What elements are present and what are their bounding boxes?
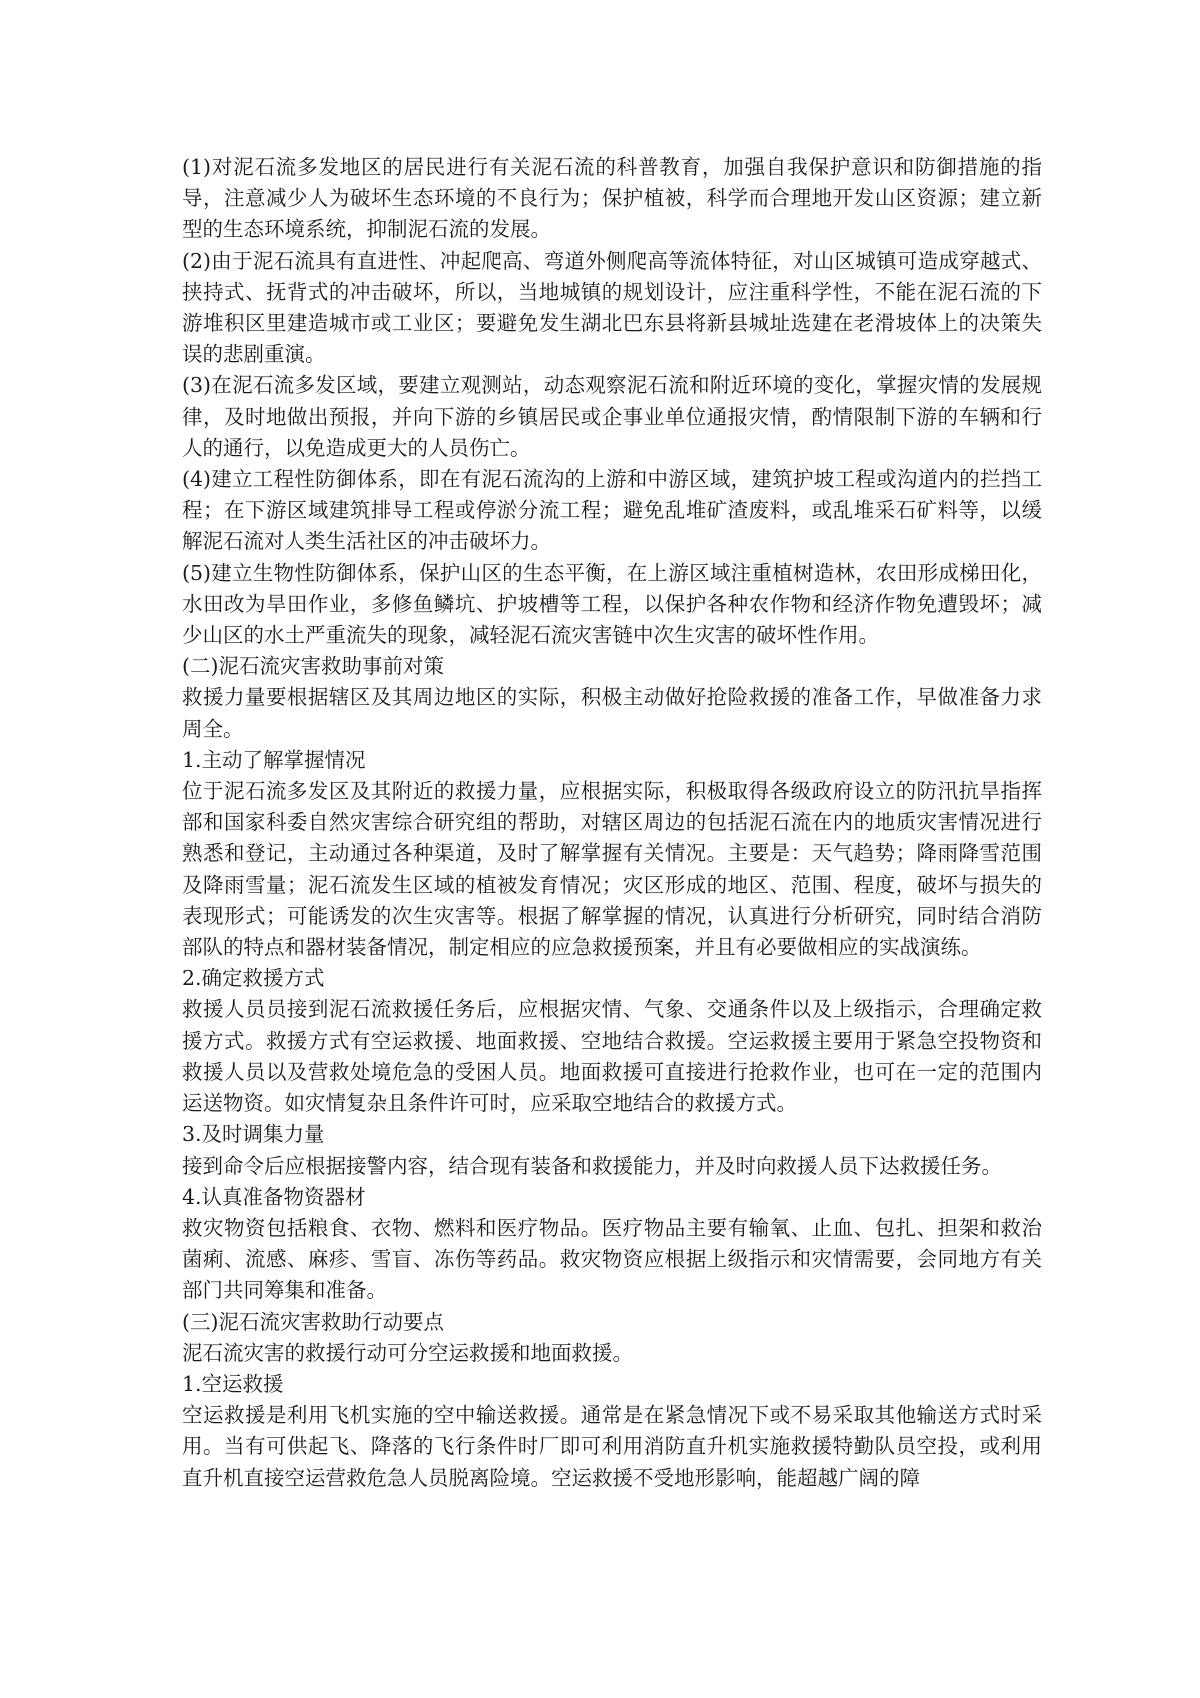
section-heading-3: (三)泥石流灾害救助行动要点 [182, 1309, 444, 1334]
paragraph-11: 泥石流灾害的救援行动可分空运救援和地面救援。 [182, 1340, 633, 1365]
subheading-2: 2.确定救援方式 [182, 966, 325, 991]
paragraph-8: 救援人员员接到泥石流救援任务后，应根据灾情、气象、交通条件以及上级指示，合理确定救援方式。救援方式有空运救援、地面救援、空地结合救援。空运救援主要用于紧急空投物资和救援人员以及营救处境危急的受困人员。地面救援可直接进行抢救作业，也可在一定的范围内运送物资。如灾情复杂且条件许可时，应采取空地结合的救援方式。 [182, 997, 1042, 1116]
subheading-4: 4.认真准备物资器材 [182, 1184, 366, 1209]
paragraph-12: 空运救援是利用飞机实施的空中输送救援。通常是在紧急情况下或不易采取其他输送方式时采用。当有可供起飞、降落的飞行条件时厂即可利用消防直升机实施救援特勤队员空投，或利用直升机直接空运营救危急人员脱离险境。空运救援不受地形影响，能超越广阔的障 [182, 1403, 1042, 1490]
subheading-5: 1.空运救援 [182, 1371, 284, 1396]
paragraph-9: 接到命令后应根据接警内容，结合现有装备和救援能力，并及时向救援人员下达救援任务。 [182, 1153, 1002, 1178]
paragraph-7: 位于泥石流多发区及其附近的救援力量，应根据实际，积极取得各级政府设立的防汛抗旱指挥部和国家科委自然灾害综合研究组的帮助，对辖区周边的包括泥石流在内的地质灾害情况进行熟悉和登记，主动通过各种渠道，及时了解掌握有关情况。主要是：天气趋势；降雨降雪范围及降雨雪量；泥石流发生区域的植被发育情况；灾区形成的地区、范围、程度，破坏与损失的表现形式；可能诱发的次生灾害等。根据了解掌握的情况，认真进行分析研究，同时结合消防部队的特点和器材装备情况，制定相应的应急救援预案，并且有必要做相应的实战演练。 [182, 779, 1042, 960]
document-page [182, 152, 1042, 1494]
paragraph-1: (1)对泥石流多发地区的居民进行有关泥石流的科普教育，加强自我保护意识和防御措施的指导，注意减少人为破坏生态环境的不良行为；保护植被，科学而合理地开发山区资源；建立新型的生态环境系统，抑制泥石流的发展。 [182, 155, 1042, 242]
paragraph-6: 救援力量要根据辖区及其周边地区的实际，积极主动做好抢险救援的准备工作，早做准备力求周全。 [182, 685, 1042, 741]
paragraph-3: (3)在泥石流多发区域，要建立观测站，动态观察泥石流和附近环境的变化，掌握灾情的发展规律，及时地做出预报，并向下游的乡镇居民或企事业单位通报灾情，酌情限制下游的车辆和行人的通行，以免造成更大的人员伤亡。 [182, 373, 1042, 460]
paragraph-4: (4)建立工程性防御体系，即在有泥石流沟的上游和中游区域，建筑护坡工程或沟道内的拦挡工程；在下游区域建筑排导工程或停淤分流工程；避免乱堆矿渣废料，或乱堆采石矿料等，以缓解泥石流对人类生活社区的冲击破坏力。 [182, 467, 1042, 554]
section-heading-2: (二)泥石流灾害救助事前对策 [182, 654, 444, 679]
paragraph-10: 救灾物资包括粮食、衣物、燃料和医疗物品。医疗物品主要有输氧、止血、包扎、担架和救治菌痢、流感、麻疹、雪盲、冻伤等药品。救灾物资应根据上级指示和灾情需要，会同地方有关部门共同筹集和准备。 [182, 1215, 1042, 1303]
paragraph-2: (2)由于泥石流具有直进性、冲起爬高、弯道外侧爬高等流体特征，对山区城镇可造成穿越式、挟持式、抚背式的冲击破坏，所以，当地城镇的规划设计，应注重科学性，不能在泥石流的下游堆积区里建造城市或工业区；要避免发生湖北巴东县将新县城址选建在老滑坡体上的决策失误的悲剧重演。 [182, 248, 1042, 367]
paragraph-5: (5)建立生物性防御体系，保护山区的生态平衡，在上游区域注重植树造林，农田形成梯田化，水田改为旱田作业，多修鱼鳞坑、护坡槽等工程，以保护各种农作物和经济作物免遭毁坏；减少山区的水土严重流失的现象，减轻泥石流灾害链中次生灾害的破坏性作用。 [182, 560, 1042, 648]
subheading-3: 3.及时调集力量 [182, 1122, 325, 1147]
subheading-1: 1.主动了解掌握情况 [182, 747, 366, 772]
